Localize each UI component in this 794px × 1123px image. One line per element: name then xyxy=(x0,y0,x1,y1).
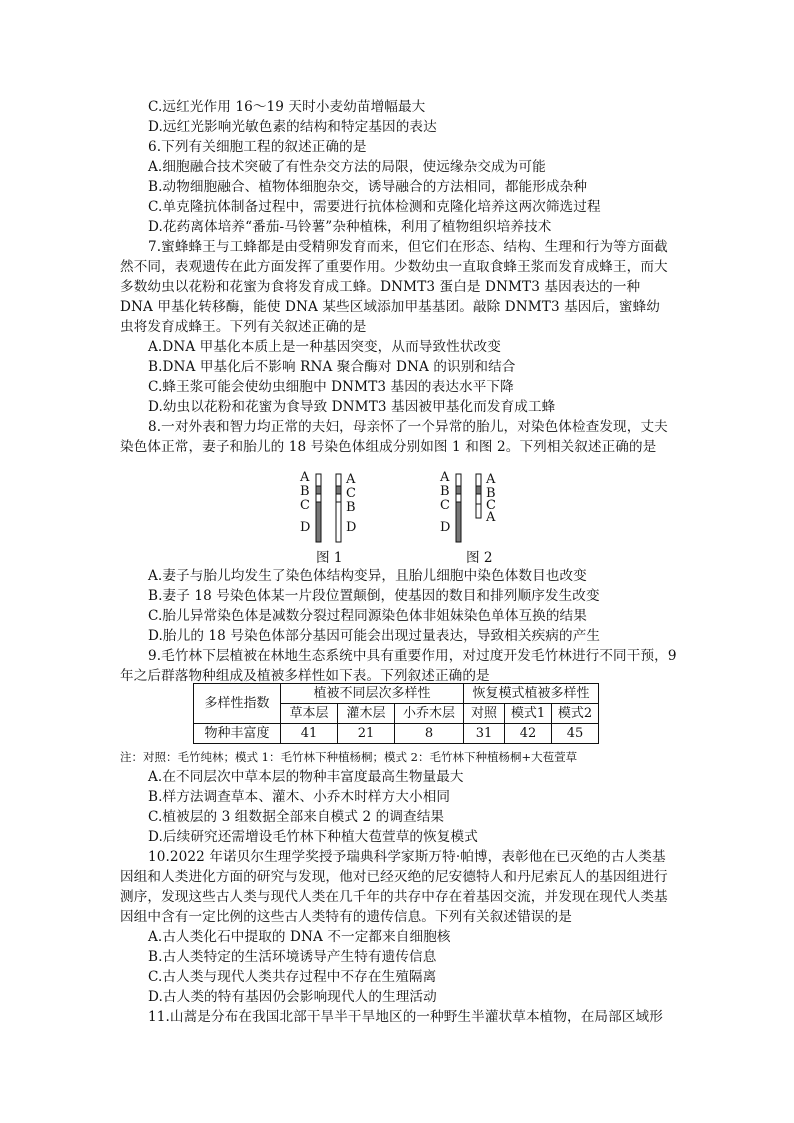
table-col-shrub: 灌木层 xyxy=(338,704,395,724)
table-cell: 21 xyxy=(338,724,395,744)
table-col-mode2: 模式2 xyxy=(552,704,599,724)
chromosome-figure-1 xyxy=(296,468,366,548)
option-9c: C.植被层的 3 组数据全部来自模式 2 的调查结果 xyxy=(148,809,445,825)
table-row-header: 多样性指数 xyxy=(194,684,281,724)
table-cell: 8 xyxy=(395,724,464,744)
option-8a: A.妻子与胎儿均发生了染色体结构变异，且胎儿细胞中染色体数目也改变 xyxy=(148,568,587,584)
fig1-right-label-c: C xyxy=(346,486,356,501)
fig2-left-label-a: A xyxy=(440,470,450,485)
fig2-left-label-b: B xyxy=(440,484,450,499)
table-group-2: 恢复模式植被多样性 xyxy=(464,684,599,704)
option-8b: B.妻子 18 号染色体某一片段位置颠倒，使基因的数目和排列顺序发生改变 xyxy=(148,588,600,604)
fig1-left-label-a: A xyxy=(300,470,310,485)
fig2-right-label-c: C xyxy=(486,498,496,513)
option-5d: D.远红光影响光敏色素的结构和特定基因的表达 xyxy=(148,119,437,135)
diversity-table xyxy=(193,683,599,744)
option-9d: D.后续研究还需增设毛竹林下种植大苞萱草的恢复模式 xyxy=(148,829,478,845)
table-col-mode1: 模式1 xyxy=(505,704,552,724)
table-cell: 41 xyxy=(281,724,338,744)
fig1-right-label-d: D xyxy=(346,520,357,535)
question-11-line-1: 11.山蒿是分布在我国北部干旱半干旱地区的一种野生半灌状草本植物，在局部区域形 xyxy=(148,1009,663,1025)
question-10-line-3: 测序，发现这些古人类与现代人类在几千年的共存中存在着基因交流，并发现在现代人类基 xyxy=(120,889,668,905)
option-8c: C.胎儿异常染色体是减数分裂过程同源染色体非姐妹染色单体互换的结果 xyxy=(148,608,587,624)
option-7c: C.蜂王浆可能会使幼虫细胞中 DNMT3 基因的表达水平下降 xyxy=(148,379,514,395)
table-row-label: 物种丰富度 xyxy=(194,724,281,744)
question-8-line-1: 8.一对外表和智力均正常的夫妇，母亲怀了一个异常的胎儿，对染色体检查发现，丈夫 xyxy=(148,419,668,435)
table-cell: 45 xyxy=(552,724,599,744)
option-6c: C.单克隆抗体制备过程中，需要进行抗体检测和克隆化培养这两次筛选过程 xyxy=(148,199,601,215)
fig2-left-label-d: D xyxy=(440,520,451,535)
option-10d: D.古人类的特有基因仍会影响现代人的生理活动 xyxy=(148,989,437,1005)
option-6a: A.细胞融合技术突破了有性杂交方法的局限，使远缘杂交成为可能 xyxy=(148,159,546,175)
question-9-line-1: 9.毛竹林下层植被在林地生态系统中具有重要作用，对过度开发毛竹林进行不同干预，9 xyxy=(148,648,677,664)
option-6b: B.动物细胞融合、植物体细胞杂交，诱导融合的方法相同，都能形成杂种 xyxy=(148,179,588,195)
table-col-small-tree: 小乔木层 xyxy=(395,704,464,724)
question-9-line-2: 年之后群落物种组成及植被多样性如下表。下列叙述正确的是 xyxy=(120,668,490,684)
option-9a: A.在不同层次中草本层的物种丰富度最高生物量最大 xyxy=(148,769,464,785)
option-10a: A.古人类化石中提取的 DNA 不一定都来自细胞核 xyxy=(148,929,451,945)
option-5c: C.远红光作用 16～19 天时小麦幼苗增幅最大 xyxy=(148,99,426,115)
question-7-line-3: 多数幼虫以花粉和花蜜为食将发育成工蜂。DNMT3 蛋白是 DNMT3 基因表达的一种 xyxy=(120,279,641,295)
question-6-stem: 6.下列有关细胞工程的叙述正确的是 xyxy=(148,139,367,155)
table-row xyxy=(194,724,599,744)
fig1-right-label-b: B xyxy=(346,500,356,515)
fig2-right-label-a: A xyxy=(486,472,496,487)
option-7d: D.幼虫以花粉和花蜜为食导致 DNMT3 基因被甲基化而发育成工蜂 xyxy=(148,399,556,415)
option-7b: B.DNA 甲基化后不影响 RNA 聚合酶对 DNA 的识别和结合 xyxy=(148,359,516,375)
option-8d: D.胎儿的 18 号染色体部分基因可能会出现过量表达，导致相关疾病的产生 xyxy=(148,628,601,644)
table-cell: 31 xyxy=(464,724,505,744)
question-7-line-5: 虫将发育成蜂王。下列有关叙述正确的是 xyxy=(120,319,367,335)
question-10-line-1: 10.2022 年诺贝尔生理学奖授予瑞典科学家斯万特·帕博，表彰他在已灭绝的古人类基 xyxy=(148,849,666,865)
fig1-left-label-d: D xyxy=(300,520,311,535)
question-10-line-4: 因组中含有一定比例的这些古人类特有的遗传信息。下列有关叙述错误的是 xyxy=(120,909,572,925)
question-8-line-2: 染色体正常，妻子和胎儿的 18 号染色体组成分别如图 1 和图 2。下列相关叙述正确的是 xyxy=(120,439,657,455)
question-10-line-2: 因组和人类进化方面的研究与发现，他对已经灭绝的尼安德特人和丹尼索瓦人的基因组进行 xyxy=(120,869,668,885)
table-col-control: 对照 xyxy=(464,704,505,724)
question-7-line-1: 7.蜜蜂蜂王与工蜂都是由受精卵发育而来，但它们在形态、结构、生理和行为等方面截 xyxy=(148,239,668,255)
option-6d: D.花药离体培养“番茄-马铃薯”杂种植株，利用了植物组织培养技术 xyxy=(148,219,552,235)
option-10b: B.古人类特定的生活环境诱导产生特有遗传信息 xyxy=(148,949,437,965)
table-note: 注：对照：毛竹纯林；模式 1：毛竹林下种植杨桐；模式 2：毛竹林下种植杨桐+大苞萱草 xyxy=(120,750,578,764)
table-group-1: 植被不同层次多样性 xyxy=(281,684,464,704)
option-9b: B.样方法调查草本、灌木、小乔木时样方大小相同 xyxy=(148,789,451,805)
option-7a: A.DNA 甲基化本质上是一种基因突变，从而导致性状改变 xyxy=(148,339,501,355)
option-10c: C.古人类与现代人类共存过程中不存在生殖隔离 xyxy=(148,969,437,985)
fig1-left-label-c: C xyxy=(300,498,310,513)
fig1-left-label-b: B xyxy=(300,484,310,499)
fig1-right-label-a: A xyxy=(346,472,356,487)
fig2-right-label-a2: A xyxy=(486,510,496,525)
fig2-left-label-c: C xyxy=(440,498,450,513)
figure-1-caption: 图 1 xyxy=(316,550,343,566)
fig2-right-label-b: B xyxy=(486,486,496,501)
figure-2-caption: 图 2 xyxy=(466,550,493,566)
question-7-line-4: DNA 甲基化转移酶，能使 DNA 某些区域添加甲基基团。敲除 DNMT3 基因后，蜜蜂幼 xyxy=(120,299,660,315)
question-7-line-2: 然不同，表观遗传在此方面发挥了重要作用。少数幼虫一直取食蜂王浆而发育成蜂王，而大 xyxy=(120,259,668,275)
chromosome-figure-2 xyxy=(436,468,506,548)
table-col-herb: 草本层 xyxy=(281,704,338,724)
table-cell: 42 xyxy=(505,724,552,744)
